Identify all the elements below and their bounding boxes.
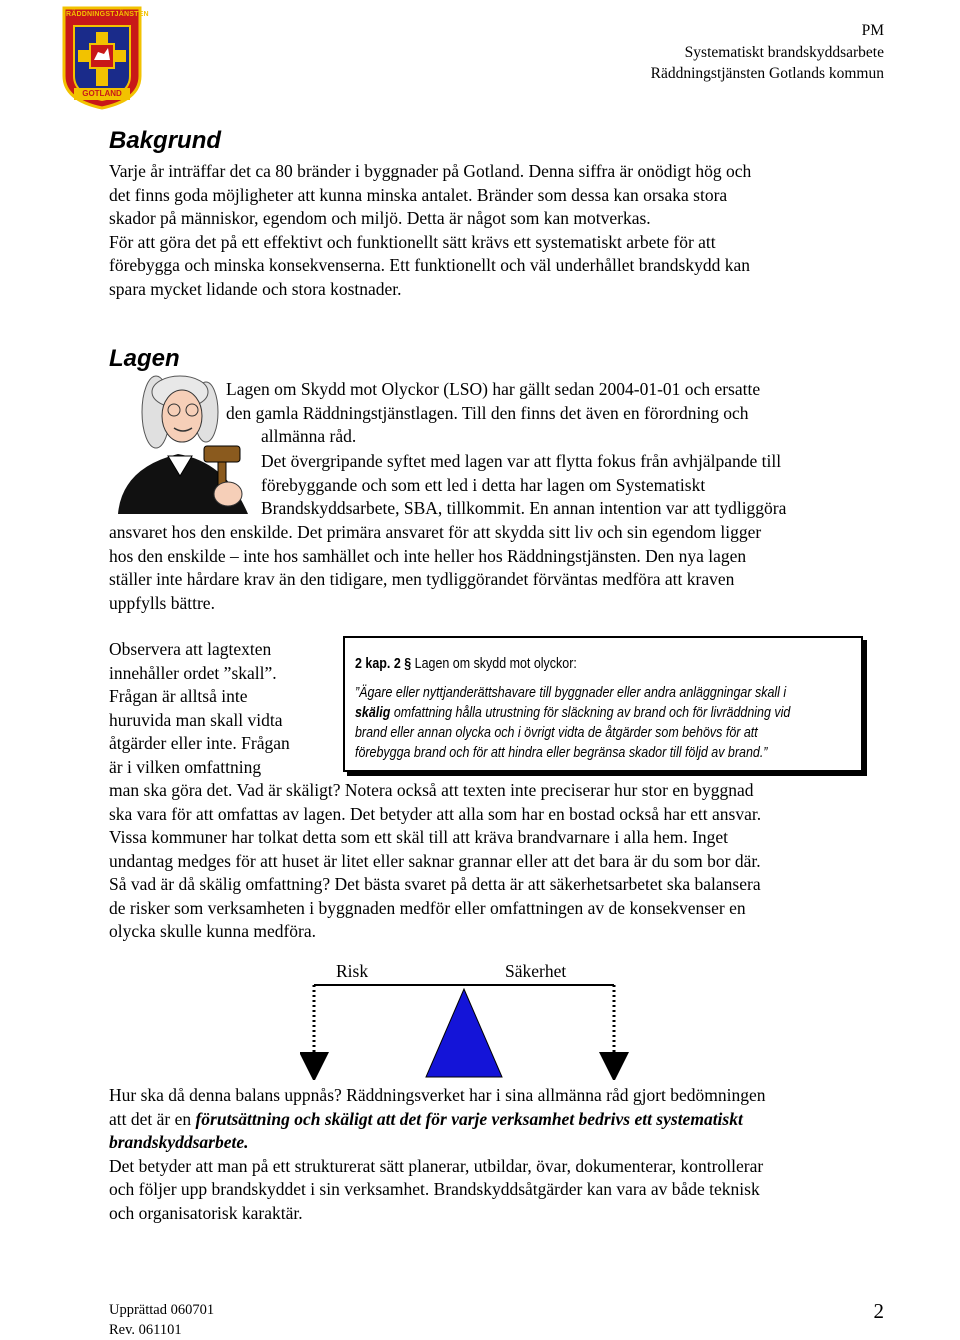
paragraph-line: hos den enskilde – inte hos samhället och inte heller hos Räddningstjänsten. Den nya lagen: [109, 545, 747, 566]
header-text: [651, 20, 884, 85]
paragraph-line: ska vara för att omfattas av lagen. Det betyder att alla som har en bostad också har ett ansvar.: [109, 803, 762, 824]
paragraph-line: Hur ska då denna balans uppnås? Räddningsverket har i sina allmänna råd gjort bedömningen: [109, 1085, 766, 1105]
paragraph-line: spara mycket lidande och stora kostnader.: [109, 278, 402, 299]
paragraph-line: Brandskyddsarbete, SBA, tillkommit. En annan intention var att tydliggöra: [261, 498, 787, 518]
rescue-service-logo: [60, 4, 149, 110]
paragraph-line: Så vad är då skälig omfattning? Det bästa svaret på detta är att säkerhetsarbetet ska balansera: [109, 874, 761, 894]
logo-bottom-text: GOTLAND: [82, 89, 122, 98]
law-quote-box: [343, 636, 863, 772]
law-quote-text: omfattning hålla utrustning för släckning av brand och för livräddning vid: [390, 705, 791, 721]
paragraph-line: Lagen om Skydd mot Olyckor (LSO) har gällt sedan 2004-01-01 och ersatte: [226, 379, 761, 399]
header-organization: Räddningstjänsten Gotlands kommun: [650, 65, 884, 82]
law-quote-line: förebygga brand och för att hindra eller begränsa skador till följd av brand.”: [355, 745, 768, 761]
balance-fulcrum: [426, 989, 502, 1077]
paragraph-line: brandskyddsarbete.: [109, 1132, 249, 1152]
paragraph-line: förebyggande och som ett led i detta har lagen om Systematiskt: [261, 474, 706, 495]
law-reference-title: Lagen om skydd mot olyckor:: [414, 656, 577, 672]
paragraph-line: förebygga och minska konsekvenserna. Ett funktionellt och väl underhållet brandskydd kan: [109, 255, 751, 275]
paragraph-line: Observera att lagtexten: [109, 639, 272, 659]
paragraph-line: huruvida man skall vidta: [109, 709, 283, 730]
logo-top-text: RÄDDNINGSTJÄNSTEN: [66, 11, 149, 18]
law-quote-emphasis: skälig: [355, 705, 391, 721]
footer-meta: [109, 1300, 214, 1340]
paragraph-line: undantag medges för att huset är litet eller saknar grannar eller att det bara är du som bor där.: [109, 850, 761, 871]
paragraph-line: uppfylls bättre.: [109, 592, 215, 613]
section-heading-lagen: Lagen: [109, 345, 180, 372]
header-pm: PM: [861, 22, 884, 39]
paragraph-line: olycka skulle kunna medföra.: [109, 921, 317, 941]
law-quote-line: [355, 705, 790, 721]
created-date: Upprättad 060701: [109, 1302, 215, 1318]
paragraph-line: det finns goda möjligheter att kunna minska antalet. Bränder som dessa kan orsaka stora: [109, 184, 728, 205]
law-quote-line: brand eller annan olycka och i övrigt vidta de åtgärder som behövs för att: [355, 725, 758, 741]
paragraph-line: de risker som verksamheten i byggnaden medför eller omfattningen av de konsekvenser en: [109, 897, 746, 918]
paragraph-line: innehåller ordet ”skall”.: [109, 662, 277, 683]
paragraph-line: För att göra det på ett effektivt och funktionellt sätt krävs ett systematiskt arbete för att: [109, 231, 716, 252]
header-subject: Systematiskt brandskyddsarbete: [684, 43, 884, 61]
law-quote-line: ”Ägare eller nyttjanderättshavare till byggnader eller andra anläggningar skall i: [355, 685, 787, 701]
page-number: 2: [873, 1299, 884, 1323]
paragraph-line: åtgärder eller inte. Frågan: [109, 733, 290, 753]
safety-label: Säkerhet: [505, 961, 567, 981]
law-reference-chapter: 2 kap. 2: [355, 656, 401, 672]
paragraph-line: Det övergripande syftet med lagen var att flytta fokus från avhjälpande till: [261, 451, 782, 471]
balance-diagram: [300, 955, 630, 1080]
revision-date: Rev. 061101: [109, 1322, 182, 1338]
law-reference: [355, 656, 577, 672]
paragraph-line: man ska göra det. Vad är skäligt? Notera också att texten inte preciserar hur stor en byggnad: [109, 780, 754, 800]
paragraph-line: allmänna råd.: [261, 426, 357, 446]
paragraph-line: Varje år inträffar det ca 80 bränder i byggnader på Gotland. Denna siffra är onödigt hög och: [109, 161, 752, 181]
paragraph-line: den gamla Räddningstjänstlagen. Till den finns det även en förordning och: [226, 402, 749, 423]
paragraph-line: skador på människor, egendom och miljö. Detta är något som kan motverkas.: [109, 208, 651, 228]
paragraph-line: ansvaret hos den enskilde. Det primära ansvaret för att skydda sitt liv och sin egendom ligger: [109, 522, 762, 542]
paragraph-line: Frågan är alltså inte: [109, 686, 248, 706]
paragraph-line: Det betyder att man på ett strukturerat sätt planerar, utbildar, övar, dokumenterar, kontrollerar: [109, 1155, 764, 1176]
risk-label: Risk: [336, 961, 369, 981]
paragraph-line: och följer upp brandskyddet i sin verksamhet. Brandskyddsåtgärder kan vara av både teknisk: [109, 1179, 760, 1199]
paragraph-line: och organisatorisk karaktär.: [109, 1202, 303, 1223]
section-heading-bakgrund: Bakgrund: [109, 127, 222, 154]
closing-emphasis: förutsättning och skäligt att det för varje verksamhet bedrivs ett systematiskt: [195, 1108, 743, 1129]
closing-text: att det är en: [109, 1108, 196, 1129]
paragraph-sign: §: [404, 656, 412, 672]
paragraph-line: Vissa kommuner har tolkat detta som ett skäl till att kräva brandvarnare i alla hem. Inget: [109, 827, 729, 847]
paragraph-line: [109, 1108, 743, 1132]
paragraph-line: är i vilken omfattning: [109, 756, 262, 777]
paragraph-line: ställer inte hårdare krav än den tidigare, men tydliggörandet förväntas medföra att kraven: [109, 569, 735, 589]
